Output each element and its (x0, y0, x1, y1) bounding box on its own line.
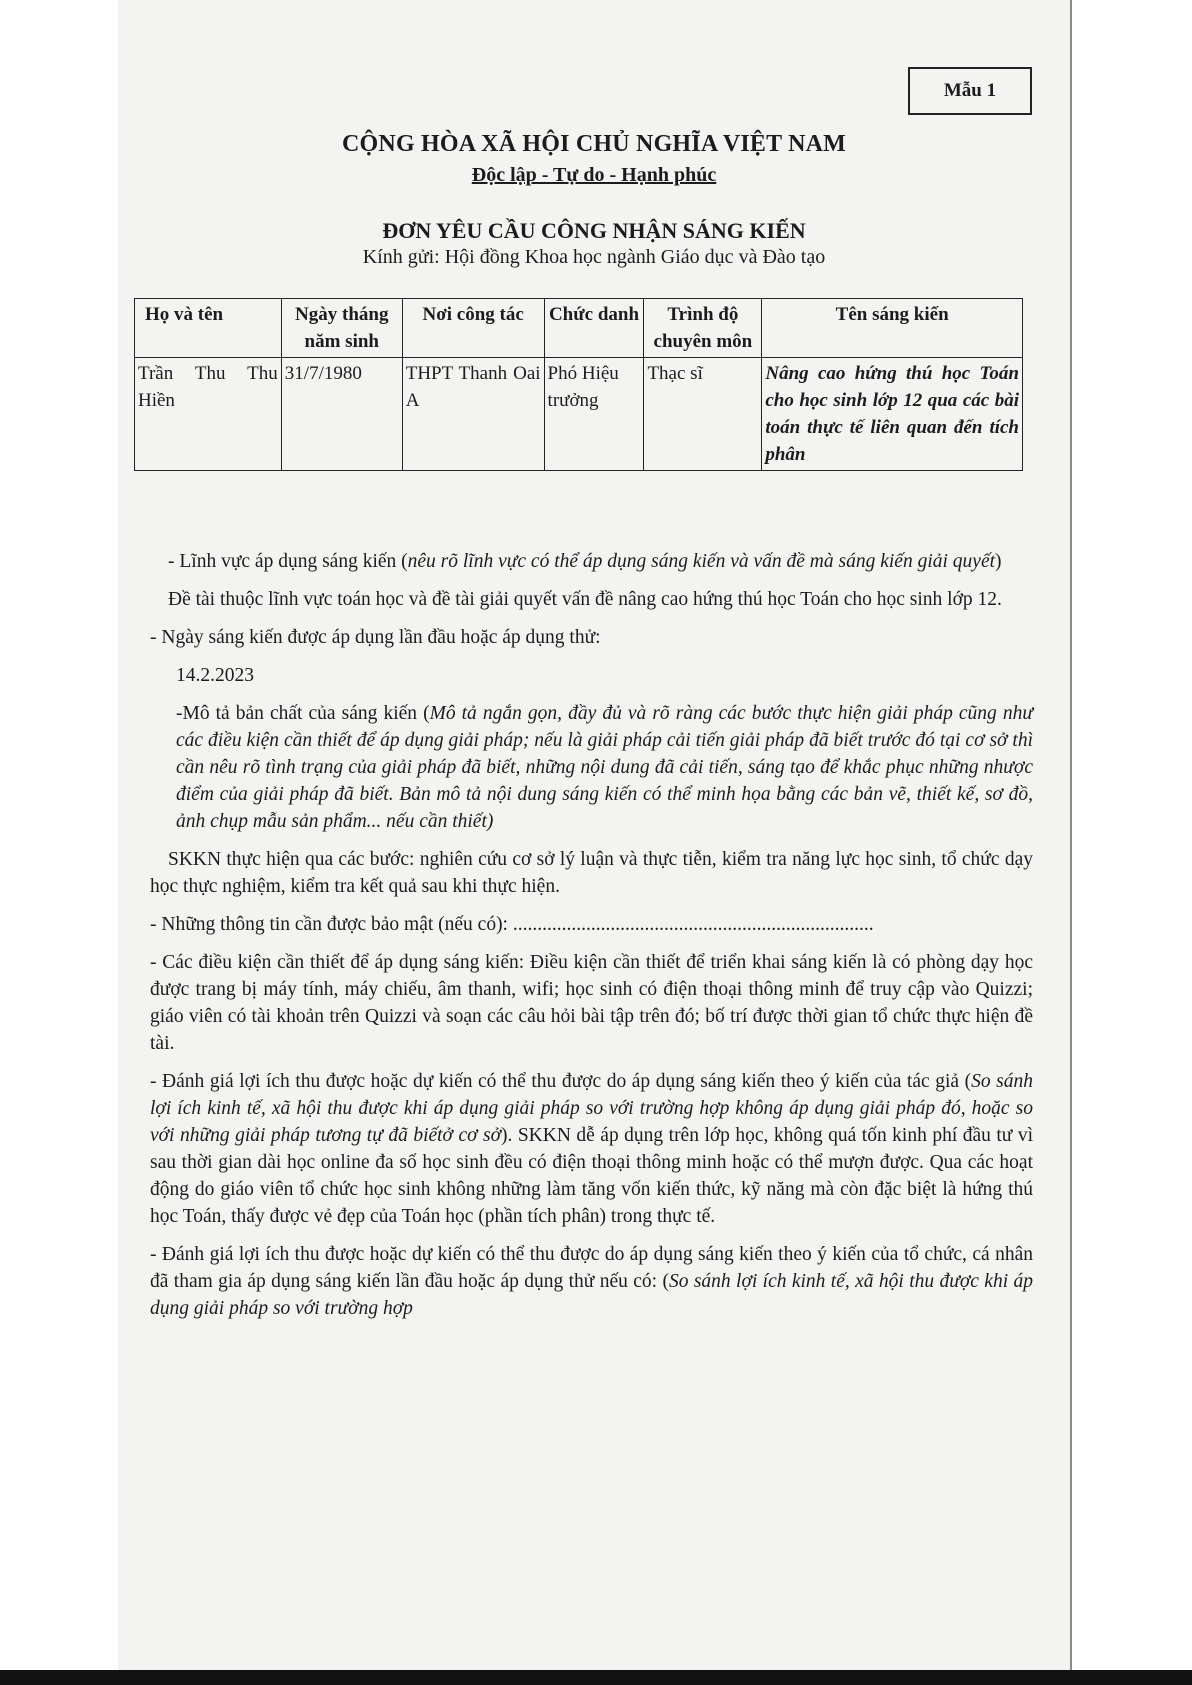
text: - Đánh giá lợi ích thu được hoặc dự kiến có thể thu được do áp dụng sáng kiến theo ý kiến của tổ chức, cá nhân đã tham gia áp dụng sáng kiến lần đầu hoặc áp dụng thử nếu có: ( (150, 1244, 1033, 1292)
country-heading: CỘNG HÒA XÃ HỘI CHỦ NGHĨA VIỆT NAM (342, 131, 846, 157)
paragraph-steps: SKKN thực hiện qua các bước: nghiên cứu cơ sở lý luận và thực tiễn, kiểm tra năng lực học sinh, tổ chức dạy học thực nghiệm, kiểm tra kết quả sau khi thực hiện. (150, 849, 1033, 897)
cell-degree: Thạc sĩ (644, 358, 762, 471)
paragraph-org-benefit (150, 1241, 1033, 1322)
recipient-line: Kính gửi: Hội đồng Khoa học ngành Giáo dục và Đào tạo (362, 246, 826, 268)
paragraph-field-answer: Đề tài thuộc lĩnh vực toán học và đề tài giải quyết vấn đề nâng cao hứng thú học Toán cho học sinh lớp 12. (168, 589, 1002, 610)
table-row (135, 358, 1023, 471)
header-position: Chức danh (544, 299, 644, 358)
document-body (150, 548, 1033, 1333)
text: -Mô tả bản chất của sáng kiến ( (176, 703, 430, 724)
paragraph-conditions: - Các điều kiện cần thiết để áp dụng sáng kiến: Điều kiện cần thiết để triển khai sáng kiến là có phòng dạy học được trang bị máy tính, máy chiếu, âm thanh, wifi; học sinh có điện thoại thông minh để truy cập vào Quizzi; giáo viên có tài khoản trên Quizzi và soạn các câu hỏi bài tập trên đó; bố trí được thời gian tổ chức thực hiện đề tài. (150, 952, 1033, 1054)
header-workplace: Nơi công tác (402, 299, 544, 358)
cell-initiative: Nâng cao hứng thú học Toán cho học sinh lớp 12 qua các bài toán thực tế liên quan đến tích phân (762, 358, 1023, 471)
scan-margin (0, 0, 118, 1685)
paragraph-field (150, 548, 1033, 575)
document-title: ĐƠN YÊU CẦU CÔNG NHẬN SÁNG KIẾN (382, 218, 806, 243)
text-italic: nêu rõ lĩnh vực có thể áp dụng sáng kiến và vấn đề mà sáng kiến giải quyết (407, 551, 996, 572)
table-header-row (135, 299, 1023, 358)
cell-workplace: THPT Thanh Oai A (402, 358, 544, 471)
scan-bottom-edge (0, 1670, 1192, 1685)
text-italic: So sánh lợi ích kinh tế, xã hội thu được khi áp dụng giải pháp so với trường hợp (150, 1271, 1033, 1319)
text: - Lĩnh vực áp dụng sáng kiến ( (168, 551, 408, 572)
paragraph-confidential: - Những thông tin cần được bảo mật (nếu có): .......................................................................... (150, 914, 874, 935)
paragraph-author-benefit (150, 1068, 1033, 1230)
motto-text: Độc lập - Tự do - Hạnh phúc (471, 164, 717, 186)
text: ). SKKN dễ áp dụng trên lớp học, không quá tốn kinh phí đầu tư vì sau thời gian dài học online đa số học sinh đều có điện thoại thông minh hoặc có thể mượn được. Qua các hoạt động do giáo viên tổ chức học sinh không những làm tăng vốn kiến thức, kỹ năng mà còn đặc biệt là hứng thú học Toán, thấy được vẻ đẹp của Toán học (phần tích phân) trong thực tế. (150, 1125, 1033, 1227)
paragraph-date-value: 14.2.2023 (176, 665, 254, 686)
cell-position: Phó Hiệu trưởng (544, 358, 644, 471)
cell-name: Trần Thu Thu Hiền (135, 358, 282, 471)
paragraph-description (150, 700, 1033, 835)
text: - Đánh giá lợi ích thu được hoặc dự kiến có thể thu được do áp dụng sáng kiến theo ý kiến của tác giả ( (150, 1071, 972, 1092)
text: ) (995, 551, 1002, 572)
paragraph-date-label: - Ngày sáng kiến được áp dụng lần đầu hoặc áp dụng thử: (150, 627, 601, 648)
header-degree: Trình độ chuyên môn (644, 299, 762, 358)
text-italic: So sánh lợi ích kinh tế, xã hội thu được khi áp dụng giải pháp so với trường hợp không áp dụng giải pháp đó, hoặc so với những giải pháp tương tự đã biếtở cơ sở (150, 1071, 1033, 1146)
cell-dob: 31/7/1980 (281, 358, 402, 471)
motto-heading (118, 164, 1070, 187)
header-initiative: Tên sáng kiến (762, 299, 1023, 358)
text-italic: Mô tả ngắn gọn, đầy đủ và rõ ràng các bước thực hiện giải pháp cũng như các điều kiện cần thiết để áp dụng giải pháp; nếu là giải pháp cải tiến giải pháp đã biết trước đó tại cơ sở thì cần nêu rõ tình trạng của giải pháp đã biết, những nội dung đã cải tiến, sáng tạo để khắc phục những nhược điểm của giải pháp đã biết. Bản mô tả nội dung sáng kiến có thể minh họa bằng các bản vẽ, thiết kế, sơ đồ, ảnh chụp mẫu sản phẩm... nếu cần thiết) (176, 703, 1033, 832)
header-name: Họ và tên (135, 299, 282, 358)
author-info-table (134, 298, 1023, 471)
header-dob: Ngày tháng năm sinh (281, 299, 402, 358)
form-label-box: Mẫu 1 (908, 67, 1032, 115)
